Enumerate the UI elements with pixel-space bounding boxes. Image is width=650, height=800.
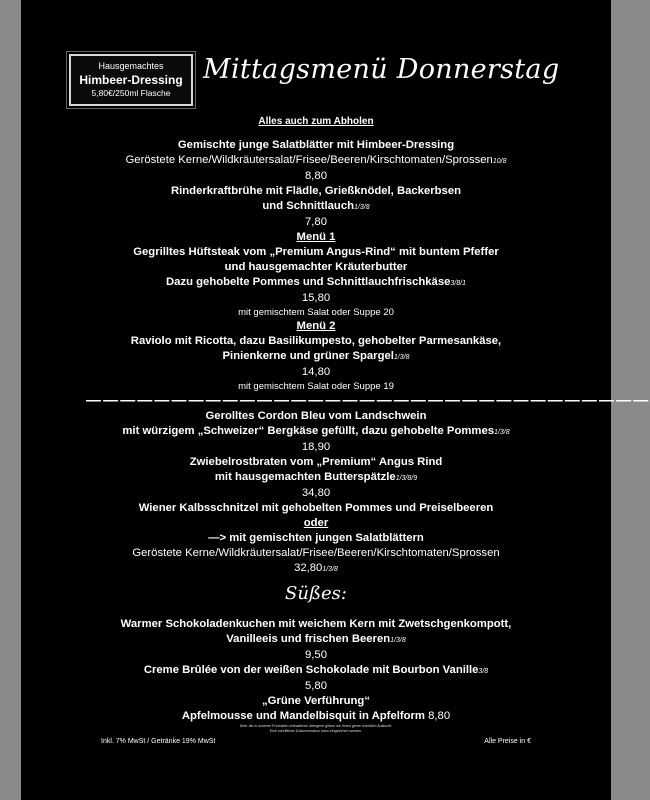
- dessert-cake-price: 9,50: [305, 649, 327, 661]
- schnitzel-line1: Wiener Kalbsschnitzel mit gehobelten Pommes und Preiselbeeren: [138, 502, 494, 514]
- item-soup-price: 7,80: [305, 216, 327, 228]
- item-salad-price: 8,80: [305, 170, 327, 182]
- dressing-badge: [69, 54, 193, 106]
- special-line2: Apfelmousse und Mandelbisquit in Apfelform 8,80: [181, 710, 451, 722]
- schnitzel-desc: Geröstete Kerne/Wildkräutersalat/Frisee/Beeren/Kirschtomaten/Sprossen: [132, 547, 500, 559]
- main-cordon-price: 18,90: [301, 441, 331, 453]
- menu-page: [21, 0, 650, 800]
- menu1-heading: Menü 1: [296, 231, 336, 243]
- menu2-line1: Raviolo mit Ricotta, dazu Basilikumpesto, gehobelter Parmesankäse,: [130, 335, 502, 347]
- allergen-note1: Über die in unseren Produkten enthaltenen Allergene geben wir Ihnen gerne mündlich Auskunft.: [239, 724, 393, 728]
- item-salad-title: Gemischte junge Salatblätter mit Himbeer-Dressing: [177, 139, 455, 151]
- menu1-line3: Dazu gehobelte Pommes und Schnittlauchfrischkäse3/8/1: [166, 276, 466, 288]
- dessert-cake-line2: Vanilleeis und frischen Beeren1/3/8: [226, 633, 406, 645]
- item-salad-desc: Geröstete Kerne/Wildkräutersalat/Frisee/Beeren/Kirschtomaten/Sprossen10/8: [125, 154, 507, 166]
- badge-line3: 5,80€/250ml Flasche: [91, 88, 171, 98]
- section-divider: —————————————————————————————————: [86, 392, 650, 409]
- menu1-line2: und hausgemachter Kräuterbutter: [224, 261, 408, 273]
- menu1-price: 15,80: [301, 292, 331, 304]
- badge-line1: Hausgemachtes: [98, 61, 164, 71]
- footer-vat: Inkl. 7% MwSt / Getränke 19% MwSt: [101, 738, 216, 745]
- menu2-note: mit gemischtem Salat oder Suppe 19: [238, 381, 394, 392]
- menu1-line1: Gegrilltes Hüftsteak vom „Premium Angus-Rind“ mit buntem Pfeffer: [133, 246, 499, 258]
- menu2-line2: Pinienkerne und grüner Spargel1/3/8: [222, 350, 410, 362]
- schnitzel-or: oder: [303, 517, 329, 529]
- dessert-creme-line1: Creme Brûlée von der weißen Schokolade mit Bourbon Vanille3/8: [143, 664, 489, 676]
- main-cordon-line1: Gerolltes Cordon Bleu vom Landschwein: [205, 410, 427, 422]
- dessert-title: Süßes:: [285, 583, 347, 604]
- schnitzel-price: 32,801/3/8: [294, 562, 338, 574]
- menu2-heading: Menü 2: [296, 320, 336, 332]
- schnitzel-line2: —> mit gemischten jungen Salatblättern: [208, 532, 424, 544]
- main-rostbraten-line2: mit hausgemachten Butterspätzle1/3/8/9: [214, 471, 418, 483]
- main-cordon-line2: mit würzigem „Schweizer“ Bergkäse gefüllt, dazu gehobelte Pommes1/3/8: [122, 425, 510, 437]
- main-rostbraten-price: 34,80: [301, 487, 331, 499]
- menu-content: [21, 115, 650, 734]
- menu2-price: 14,80: [301, 366, 331, 378]
- item-soup-title: Rinderkraftbrühe mit Flädle, Grießknödel, Backerbsen: [170, 185, 462, 197]
- main-rostbraten-line1: Zwiebelrostbraten vom „Premium“ Angus Rind: [189, 456, 443, 468]
- item-soup-title2: und Schnittlauch1/3/8: [262, 200, 370, 212]
- allergen-note2: Eine schriftliche Dokumentation kann eingesehen werden.: [269, 729, 363, 733]
- takeaway-note: Alles auch zum Abholen: [258, 116, 374, 127]
- menu1-note: mit gemischtem Salat oder Suppe 20: [238, 307, 394, 318]
- dessert-cake-line1: Warmer Schokoladenkuchen mit weichem Kern mit Zwetschgenkompott,: [120, 618, 512, 630]
- special-line1: „Grüne Verführung“: [262, 695, 370, 707]
- footer-currency: Alle Preise in €: [484, 738, 531, 745]
- dessert-creme-price: 5,80: [305, 680, 327, 692]
- badge-line2: Himbeer-Dressing: [79, 73, 183, 87]
- page-title: Mittagsmenü Donnerstag: [203, 54, 560, 85]
